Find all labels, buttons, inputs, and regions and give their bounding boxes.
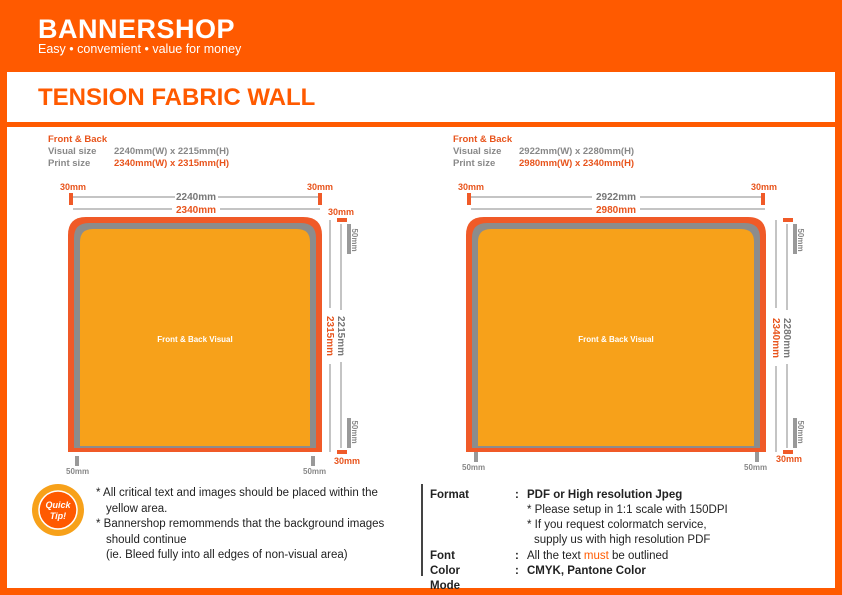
- font-value-must: must: [583, 550, 609, 562]
- right-foot-right-marker: [755, 452, 759, 462]
- brand-tagline: Easy • convemient • value for money: [38, 42, 242, 56]
- left-bottom-bleed-label: 30mm: [334, 456, 361, 466]
- right-visual-label: Visual size: [453, 146, 502, 157]
- right-foot-left-marker: [474, 452, 478, 462]
- left-visual-width-label: 2240mm: [175, 192, 217, 203]
- color-mode-colon: :: [515, 565, 519, 577]
- quick-tip-inner: [39, 491, 77, 529]
- color-mode-value: CMYK, Pantone Color: [527, 565, 646, 577]
- right-print-width-label: 2980mm: [595, 205, 637, 216]
- format-label: Format: [430, 489, 469, 501]
- right-margin-bottom-label: 50mm: [796, 420, 805, 444]
- right-print-value: 2980mm(W) x 2340mm(H): [519, 158, 635, 169]
- right-print-height-label: 2340mm: [770, 317, 781, 359]
- tip-line-1: * All critical text and images should be placed within the yellow area.: [96, 487, 378, 515]
- font-label: Font: [430, 550, 455, 562]
- tip-line-2: * Bannershop remommends that the background images should continue: [96, 518, 385, 546]
- format-colon: :: [515, 489, 519, 501]
- right-margin-top-label: 50mm: [796, 228, 805, 252]
- quick-tip-badge: [30, 482, 86, 538]
- right-visual-area-label: Front & Back Visual: [578, 335, 654, 344]
- left-visual-height-label: 2215mm: [335, 315, 346, 357]
- right-bleed-right-label: 30mm: [751, 182, 778, 192]
- tip-line-3: (ie. Bleed fully into all edges of non-visual area): [106, 549, 348, 561]
- right-foot-left-label: 50mm: [462, 463, 486, 472]
- font-colon: :: [515, 550, 519, 562]
- right-print-label: Print size: [453, 158, 496, 169]
- divider: [421, 484, 423, 576]
- left-margin-bottom-label: 50mm: [350, 420, 359, 444]
- format-sub-3: supply us with high resolution PDF: [534, 534, 711, 546]
- format-sub-2: * If you request colormatch service,: [527, 519, 707, 531]
- right-bleed-left-label: 30mm: [458, 182, 485, 192]
- quick-tip-line2: Tip!: [49, 511, 67, 521]
- format-sub-1: * Please setup in 1:1 scale with 150DPI: [527, 504, 728, 516]
- right-bleed-marker-left: [467, 193, 471, 205]
- left-visual-label: Visual size: [48, 146, 97, 157]
- font-value-pre: All the text: [527, 550, 581, 562]
- right-visual-value: 2922mm(W) x 2280mm(H): [519, 146, 635, 157]
- font-value-post: be outlined: [612, 550, 669, 562]
- left-margin-top-label: 50mm: [350, 228, 359, 252]
- right-side-bleed-marker: [783, 218, 793, 222]
- left-side-bleed-label: 30mm: [328, 207, 355, 217]
- left-print-height-label: 2315mm: [324, 315, 335, 357]
- right-visual-width-label: 2922mm: [595, 192, 637, 203]
- color-mode-label: Color Mode: [430, 565, 461, 592]
- quick-tip-line1: Quick: [45, 500, 71, 510]
- right-bottom-bleed-label: 30mm: [776, 454, 803, 464]
- right-visual-height-label: 2280mm: [781, 317, 792, 359]
- font-value: [527, 549, 668, 564]
- left-foot-left-label: 50mm: [66, 467, 90, 476]
- left-print-value: 2340mm(W) x 2315mm(H): [114, 158, 230, 169]
- left-print-label: Print size: [48, 158, 91, 169]
- left-visual-value: 2240mm(W) x 2215mm(H): [114, 146, 230, 157]
- right-heading: Front & Back: [453, 134, 513, 145]
- right-foot-right-label: 50mm: [744, 463, 768, 472]
- left-foot-right-label: 50mm: [303, 467, 327, 476]
- left-bleed-left-label: 30mm: [60, 182, 87, 192]
- format-value: PDF or High resolution Jpeg: [527, 489, 683, 501]
- left-bleed-right-label: 30mm: [307, 182, 334, 192]
- left-visual-area-label: Front & Back Visual: [157, 335, 233, 344]
- left-print-width-label: 2340mm: [175, 205, 217, 216]
- right-bleed-marker-right: [761, 193, 765, 205]
- page-title: TENSION FABRIC WALL: [38, 84, 316, 111]
- left-heading: Front & Back: [48, 134, 108, 145]
- brand-name: BANNERSHOP: [38, 14, 236, 44]
- quick-tip-text: [96, 486, 406, 564]
